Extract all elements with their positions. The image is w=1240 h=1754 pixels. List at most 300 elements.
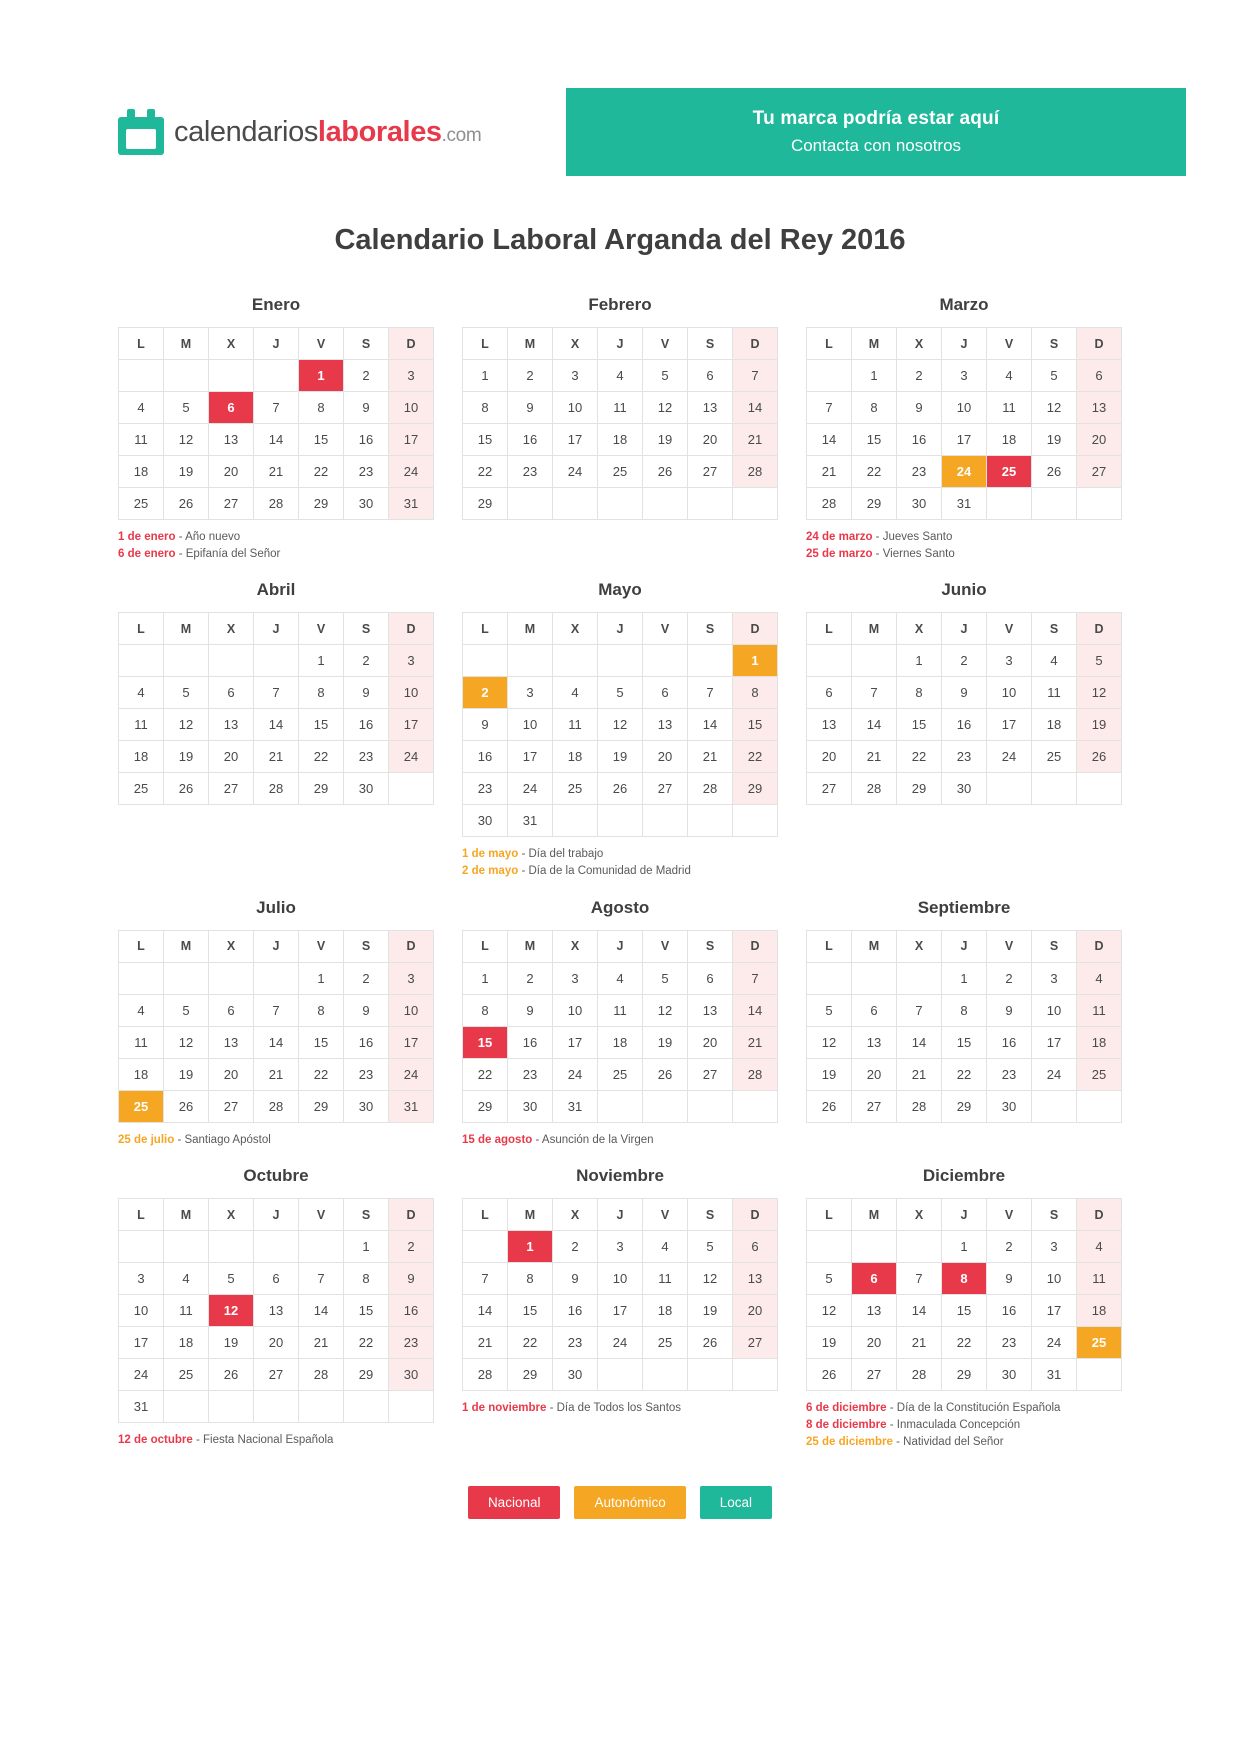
day-cell [733, 1058, 778, 1090]
weekday-header: J [254, 930, 299, 962]
week-row [807, 741, 1122, 773]
day-cell [1032, 962, 1077, 994]
day-cell [389, 1327, 434, 1359]
week-row [463, 645, 778, 677]
day-cell [897, 709, 942, 741]
day-cell [344, 392, 389, 424]
holiday-note-date: 8 de diciembre [806, 1419, 887, 1432]
day-cell [897, 773, 942, 805]
day-cell [463, 962, 508, 994]
day-number: 5 [1095, 653, 1103, 669]
day-cell [389, 741, 434, 773]
day-number: 16 [358, 1034, 374, 1050]
day-cell [299, 645, 344, 677]
day-cell [987, 1231, 1032, 1263]
day-cell [389, 360, 434, 392]
day-number: 23 [477, 781, 493, 797]
day-number: 12 [1046, 400, 1062, 415]
day-cell-empty [807, 360, 852, 392]
day-number: 12 [178, 1034, 194, 1050]
day-number: 12 [1091, 685, 1107, 701]
day-number: 22 [477, 464, 493, 479]
day-cell [807, 677, 852, 709]
day-cell [463, 456, 508, 488]
holiday-note-text: - Día de la Constitución Española [886, 1402, 1061, 1415]
week-row [807, 645, 1122, 677]
holiday-note-date: 24 de marzo [806, 531, 873, 543]
day-cell [1077, 392, 1122, 424]
day-cell [164, 1295, 209, 1327]
day-number: 5 [227, 1271, 235, 1287]
day-cell-empty [852, 1231, 897, 1263]
day-cell [688, 424, 733, 456]
holiday-note [118, 1132, 434, 1149]
day-number: 9 [362, 400, 370, 415]
day-number: 11 [179, 1303, 193, 1319]
day-cell [344, 1327, 389, 1359]
day-cell [598, 360, 643, 392]
day-cell [209, 773, 254, 805]
day-number: 4 [137, 1002, 145, 1018]
weekday-header: X [897, 328, 942, 360]
day-number: 2 [960, 653, 968, 669]
day-cell [807, 741, 852, 773]
day-number: 11 [134, 1034, 148, 1050]
day-cell-empty [807, 962, 852, 994]
day-cell [852, 1327, 897, 1359]
day-cell [119, 741, 164, 773]
day-cell [1077, 1231, 1122, 1263]
legend-chip-loc[interactable]: Local [700, 1486, 772, 1519]
day-cell [598, 709, 643, 741]
day-number: 14 [821, 432, 837, 447]
day-number: 22 [522, 1335, 538, 1351]
day-cell-empty [1077, 1090, 1122, 1122]
day-number: 21 [911, 1066, 927, 1082]
day-cell [254, 773, 299, 805]
day-number: 13 [223, 717, 239, 733]
day-cell [942, 741, 987, 773]
weekday-header: L [463, 328, 508, 360]
day-cell [987, 1026, 1032, 1058]
week-row [807, 392, 1122, 424]
day-cell [643, 456, 688, 488]
ad-banner[interactable] [566, 88, 1186, 176]
weekday-header: S [344, 328, 389, 360]
day-number: 11 [568, 717, 582, 733]
weekday-header: M [508, 930, 553, 962]
day-number: 14 [268, 717, 284, 733]
day-number: 13 [1091, 400, 1107, 415]
day-cell [254, 677, 299, 709]
day-number: 12 [821, 1034, 837, 1050]
week-row [119, 741, 434, 773]
day-cell [299, 1026, 344, 1058]
day-number: 12 [821, 1303, 837, 1319]
day-number: 18 [612, 1034, 628, 1050]
day-cell [733, 1231, 778, 1263]
day-number: 18 [567, 749, 583, 765]
day-cell [852, 1359, 897, 1391]
weekday-header: V [299, 328, 344, 360]
day-cell [1032, 645, 1077, 677]
weekday-header: V [299, 930, 344, 962]
day-number: 9 [481, 717, 489, 733]
day-number: 28 [313, 1367, 329, 1383]
day-cell [119, 1391, 164, 1423]
weekday-header: L [463, 1199, 508, 1231]
day-cell [508, 1295, 553, 1327]
day-cell [164, 456, 209, 488]
day-number: 6 [870, 1002, 878, 1018]
day-number: 3 [616, 1239, 624, 1255]
day-number: 27 [702, 1066, 718, 1082]
day-cell [987, 1090, 1032, 1122]
week-row [807, 1295, 1122, 1327]
day-number: 21 [268, 749, 284, 765]
holiday-note [806, 1417, 1122, 1434]
day-cell [553, 392, 598, 424]
day-cell [942, 1026, 987, 1058]
day-number: 29 [358, 1367, 374, 1383]
day-number: 2 [915, 368, 923, 383]
day-cell [508, 962, 553, 994]
day-number: 14 [911, 1303, 927, 1319]
day-number: 25 [1001, 464, 1017, 479]
day-cell [508, 424, 553, 456]
weekday-header: J [598, 613, 643, 645]
day-cell [299, 456, 344, 488]
day-cell-empty [254, 1231, 299, 1263]
weekday-header: L [119, 613, 164, 645]
day-cell-empty [553, 805, 598, 837]
week-row [463, 1327, 778, 1359]
day-number: 20 [866, 1335, 882, 1351]
weekday-header: M [508, 1199, 553, 1231]
weekday-header: X [209, 613, 254, 645]
weekday-header: S [688, 930, 733, 962]
month-block [118, 580, 434, 879]
day-number: 31 [956, 496, 972, 511]
day-number: 5 [616, 685, 624, 701]
day-cell [119, 773, 164, 805]
day-number: 17 [403, 717, 419, 733]
month-table [118, 1198, 434, 1423]
day-cell [299, 392, 344, 424]
month-title: Diciembre [922, 1166, 1006, 1186]
day-cell [807, 456, 852, 488]
weekday-header: D [733, 930, 778, 962]
day-cell [463, 488, 508, 520]
weekday-header: S [1032, 1199, 1077, 1231]
day-number: 19 [1091, 717, 1107, 733]
day-number: 9 [571, 1271, 579, 1287]
day-cell [852, 1026, 897, 1058]
day-cell-empty [164, 360, 209, 392]
day-cell [553, 773, 598, 805]
weekday-header: M [164, 328, 209, 360]
day-number: 21 [268, 464, 284, 479]
day-cell-holiday [852, 1263, 897, 1295]
holiday-note [118, 546, 434, 563]
day-number: 16 [358, 432, 374, 447]
holiday-note-text: - Epifanía del Señor [175, 547, 281, 560]
day-number: 28 [702, 781, 718, 797]
day-number: 8 [915, 685, 923, 701]
day-cell [643, 1327, 688, 1359]
day-number: 7 [272, 1002, 280, 1018]
day-cell [553, 1263, 598, 1295]
day-cell [463, 1359, 508, 1391]
day-number: 15 [313, 717, 329, 733]
day-number: 17 [567, 432, 583, 447]
day-number: 3 [1050, 1239, 1058, 1255]
day-number: 21 [313, 1335, 329, 1351]
day-cell [463, 1327, 508, 1359]
day-number: 20 [657, 749, 673, 765]
day-cell [344, 488, 389, 520]
day-cell [553, 360, 598, 392]
day-cell-empty [598, 645, 643, 677]
weekday-header: S [1032, 328, 1077, 360]
day-cell-empty [852, 962, 897, 994]
day-cell [807, 1026, 852, 1058]
week-row [463, 962, 778, 994]
weekday-header: V [987, 930, 1032, 962]
weekday-header: D [1077, 930, 1122, 962]
day-number: 10 [612, 1271, 628, 1287]
weekday-header: J [942, 1199, 987, 1231]
day-number: 8 [481, 400, 489, 415]
day-cell [508, 677, 553, 709]
day-number: 6 [751, 1239, 759, 1255]
day-number: 25 [612, 1066, 628, 1082]
site-logo[interactable] [118, 88, 518, 176]
day-cell [733, 994, 778, 1026]
day-cell [344, 994, 389, 1026]
month-title: Febrero [588, 295, 652, 314]
day-cell [553, 994, 598, 1026]
day-cell [1077, 456, 1122, 488]
day-cell-empty [1077, 1359, 1122, 1391]
weekday-header: D [389, 613, 434, 645]
day-cell [1032, 424, 1077, 456]
day-cell [598, 1327, 643, 1359]
day-number: 7 [272, 685, 280, 701]
day-cell [463, 1090, 508, 1122]
day-cell [254, 994, 299, 1026]
day-cell [553, 1026, 598, 1058]
day-cell [389, 392, 434, 424]
day-cell [598, 962, 643, 994]
holiday-note-text: - Jueves Santo [872, 531, 953, 543]
day-cell [852, 741, 897, 773]
day-number: 7 [915, 1271, 923, 1287]
day-cell [389, 677, 434, 709]
holiday-notes [118, 529, 434, 562]
day-number: 27 [223, 496, 239, 511]
day-number: 6 [825, 685, 833, 701]
holiday-note [806, 529, 1122, 546]
day-cell-holiday [733, 645, 778, 677]
week-row [807, 709, 1122, 741]
day-cell [119, 1327, 164, 1359]
day-number: 19 [702, 1303, 718, 1319]
weekday-header: S [1032, 613, 1077, 645]
day-number: 26 [821, 1367, 837, 1383]
holiday-note-date: 12 de octubre [118, 1434, 193, 1447]
day-cell [688, 773, 733, 805]
day-number: 14 [268, 1034, 284, 1050]
day-number: 4 [616, 368, 624, 383]
day-cell [643, 709, 688, 741]
day-cell [344, 1295, 389, 1327]
day-cell [1032, 677, 1077, 709]
day-cell [643, 1231, 688, 1263]
day-cell [807, 1263, 852, 1295]
day-cell [688, 1327, 733, 1359]
weekday-header: D [1077, 613, 1122, 645]
day-number: 9 [526, 1002, 534, 1018]
day-cell [553, 1327, 598, 1359]
day-cell [389, 994, 434, 1026]
day-number: 19 [223, 1335, 239, 1351]
day-cell [942, 709, 987, 741]
day-number: 23 [1001, 1335, 1017, 1351]
month-table [118, 612, 434, 805]
day-number: 14 [313, 1303, 329, 1319]
day-number: 17 [403, 1034, 419, 1050]
holiday-note-text: - Año nuevo [175, 531, 241, 543]
week-row [807, 424, 1122, 456]
day-cell [643, 962, 688, 994]
day-number: 25 [1046, 749, 1062, 765]
legend [0, 1486, 1240, 1519]
day-number: 3 [526, 685, 534, 701]
day-number: 14 [747, 400, 763, 415]
day-cell [299, 488, 344, 520]
holiday-note-text: - Santiago Apóstol [174, 1133, 271, 1146]
weekday-header: M [164, 613, 209, 645]
day-cell [463, 709, 508, 741]
day-number: 11 [1092, 1271, 1106, 1287]
day-cell [254, 1026, 299, 1058]
legend-chip-nac[interactable]: Nacional [468, 1486, 561, 1519]
week-row [119, 677, 434, 709]
day-number: 4 [661, 1239, 669, 1255]
day-number: 29 [477, 496, 493, 511]
day-number: 3 [407, 970, 415, 986]
day-cell-empty [119, 1231, 164, 1263]
day-number: 2 [526, 368, 534, 383]
month-block [462, 580, 778, 879]
holiday-notes [806, 529, 1122, 562]
day-cell [942, 1090, 987, 1122]
day-number: 3 [407, 653, 415, 669]
logo-text-part1: calendarios [174, 115, 318, 148]
day-number: 12 [612, 717, 628, 733]
day-cell [254, 488, 299, 520]
day-number: 11 [134, 432, 148, 447]
weekday-header: V [643, 613, 688, 645]
day-cell [598, 677, 643, 709]
day-number: 29 [956, 1367, 972, 1383]
day-cell [852, 424, 897, 456]
day-cell [119, 392, 164, 424]
day-cell [598, 456, 643, 488]
day-number: 4 [137, 400, 145, 415]
day-number: 1 [317, 970, 325, 986]
ad-banner-headline: Tu marca podría estar aquí [752, 108, 1000, 129]
weekday-header: D [1077, 1199, 1122, 1231]
day-cell [1077, 709, 1122, 741]
day-cell-empty [807, 1231, 852, 1263]
day-number: 20 [747, 1303, 763, 1319]
day-number: 11 [134, 717, 148, 733]
weekday-header: M [164, 1199, 209, 1231]
day-cell [942, 1058, 987, 1090]
day-number: 10 [133, 1303, 149, 1319]
day-cell [1032, 456, 1077, 488]
day-number: 17 [956, 432, 972, 447]
day-cell-empty [299, 1231, 344, 1263]
holiday-note-date: 25 de julio [118, 1133, 175, 1146]
day-cell-empty [164, 645, 209, 677]
day-cell [598, 741, 643, 773]
day-cell-empty [1077, 488, 1122, 520]
day-cell [553, 741, 598, 773]
day-cell-empty [807, 645, 852, 677]
day-number: 11 [613, 400, 627, 415]
day-cell-empty [299, 1391, 344, 1423]
day-cell [688, 994, 733, 1026]
day-number: 25 [133, 496, 149, 511]
weekday-header: X [209, 328, 254, 360]
day-number: 24 [522, 781, 538, 797]
legend-chip-aut[interactable]: Autonómico [574, 1486, 685, 1519]
day-cell [164, 773, 209, 805]
day-number: 15 [956, 1303, 972, 1319]
day-cell [164, 741, 209, 773]
day-number: 7 [825, 400, 833, 415]
day-number: 6 [272, 1271, 280, 1287]
week-row [119, 1263, 434, 1295]
day-number: 18 [612, 432, 628, 447]
day-number: 1 [960, 970, 968, 986]
holiday-note-text: - Natividad del Señor [892, 1435, 1004, 1448]
day-number: 25 [133, 781, 149, 797]
day-number: 29 [747, 781, 763, 797]
day-number: 11 [1047, 685, 1061, 701]
day-cell [688, 741, 733, 773]
day-number: 7 [272, 400, 280, 415]
day-number: 17 [1046, 1303, 1062, 1319]
day-cell [254, 456, 299, 488]
day-number: 17 [612, 1303, 628, 1319]
day-cell-empty [688, 805, 733, 837]
month-table [806, 1198, 1122, 1391]
day-number: 27 [223, 1098, 239, 1114]
weekday-header: V [987, 328, 1032, 360]
week-row [463, 773, 778, 805]
day-number: 10 [1001, 685, 1017, 701]
day-number: 30 [358, 1098, 374, 1114]
day-number: 8 [960, 1002, 968, 1018]
month-table [462, 327, 778, 520]
weekday-header: X [209, 1199, 254, 1231]
day-cell [119, 424, 164, 456]
weekday-header: D [389, 328, 434, 360]
